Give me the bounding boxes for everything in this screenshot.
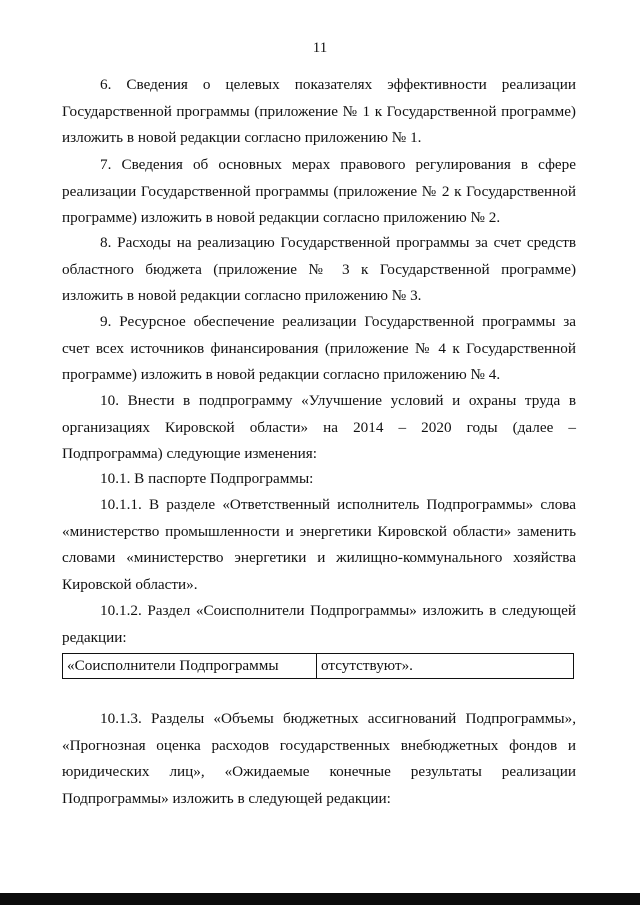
paragraph-8: 8. Расходы на реализацию Государственной программы за счет средств областного бюджета (приложение № 3 к Государственной программе) изложить в новой редакции согласно приложению № 3. (62, 234, 576, 304)
page-number: 11 (312, 40, 328, 56)
paragraph-10-1: 10.1. В паспорте Подпрограммы: (100, 470, 314, 487)
paragraph-6: 6. Сведения о целевых показателях эффективности реализации Государственной программы (приложение № 1 к Государственной программе) изложить в новой редакции согласно приложению № 1. (62, 76, 576, 146)
paragraph-10: 10. Внести в подпрограмму «Улучшение условий и охраны труда в организациях Кировской области» на 2014 – 2020 годы (далее – Подпрограмма) следующие изменения: (62, 392, 576, 462)
paragraph-10-1-3: 10.1.3. Разделы «Объемы бюджетных ассигнований Подпрограммы», «Прогнозная оценка расходов государственных внебюджетных фондов и юридических лиц», «Ожидаемые конечные результаты реализации Подпрограммы» изложить в следующей редакции: (62, 710, 576, 807)
paragraph-10-1-2: 10.1.2. Раздел «Соисполнители Подпрограммы» изложить в следующей редакции: (62, 602, 576, 646)
scan-edge-bar (0, 893, 640, 905)
co-executors-table (62, 653, 574, 679)
table-cell-label: «Соисполнители Подпрограммы (63, 654, 317, 678)
paragraph-9: 9. Ресурсное обеспечение реализации Государственной программы за счет всех источников финансирования (приложение № 4 к Государственной программе) изложить в новой редакции согласно приложению № 4. (62, 313, 576, 383)
table-cell-value: отсутствуют». (321, 657, 413, 674)
paragraph-10-1-1: 10.1.1. В разделе «Ответственный исполнитель Подпрограммы» слова «министерство промышленности и энергетики Кировской области» заменить словами «министерство энергетики и жилищно-коммунального хозяйства Кировской области». (62, 496, 576, 593)
paragraph-7: 7. Сведения об основных мерах правового регулирования в сфере реализации Государственной программы (приложение № 2 к Государственной программе) изложить в новой редакции согласно приложению № 2. (62, 156, 576, 226)
